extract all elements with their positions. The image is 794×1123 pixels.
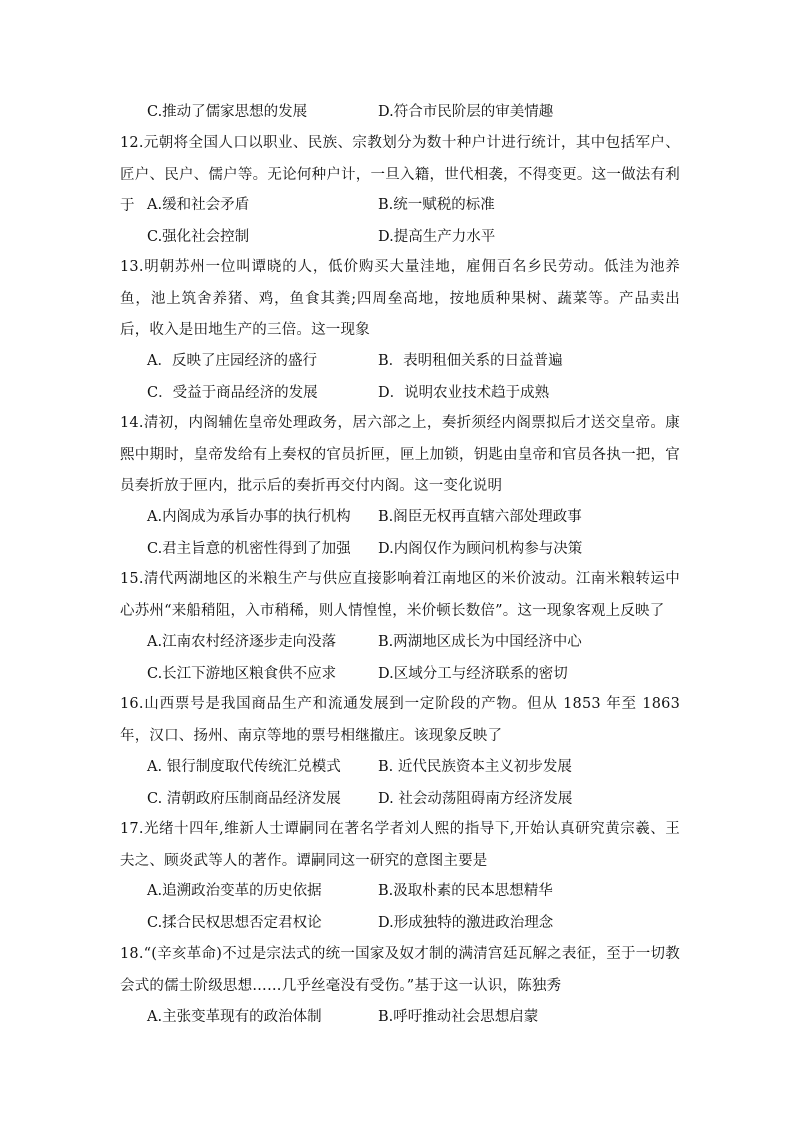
option-row: [147, 1002, 667, 1034]
option-row: [147, 190, 667, 222]
question-14-stem: 14.清初，内阁辅佐皇帝处理政务，居六部之上，奏折须经内阁票拟后才送交皇帝。康熙中期时，皇帝发给有上奏权的官员折匣，匣上加锁，钥匙由皇帝和官员各执一把，官员奏折放于匣内，批示后的奏折再交付内阁。这一变化说明: [120, 415, 680, 494]
option-row: [147, 627, 667, 659]
option-b[interactable]: B.两湖地区成长为中国经济中心: [378, 634, 582, 650]
option-row: [147, 659, 667, 691]
option-row: [147, 752, 667, 784]
option-d[interactable]: D.符合市民阶层的审美情趣: [378, 104, 554, 120]
question-15-stem: 15.清代两湖地区的米粮生产与供应直接影响着江南地区的米价波动。江南米粮转运中心苏州“来船稍阻，入市稍稀，则人情惶惶，米价顿长数倍”。这一现象客观上反映了: [120, 571, 680, 619]
option-row: [147, 502, 667, 534]
option-c[interactable]: C.揉合民权思想否定君权论: [147, 914, 322, 931]
question-16-stem: 16.山西票号是我国商品生产和流通发展到一定阶段的产物。但从 1853 年至 1863 年，汉口、扬州、南京等地的票号相继撤庄。该现象反映了: [120, 696, 680, 744]
option-a[interactable]: A．反映了庄园经济的盛行: [147, 353, 317, 369]
option-c[interactable]: C．受益于商品经济的发展: [147, 384, 318, 401]
option-row: [147, 908, 667, 940]
prev-question-options: [147, 97, 667, 129]
option-c[interactable]: C.强化社会控制: [147, 228, 250, 245]
option-b[interactable]: B.汲取朴素的民本思想精华: [378, 883, 553, 899]
option-d[interactable]: D.内阁仅作为顾问机构参与决策: [378, 540, 583, 557]
option-a[interactable]: A.追溯政治变革的历史依据: [147, 883, 322, 899]
option-a[interactable]: A. 银行制度取代传统汇兑模式: [147, 759, 341, 775]
option-d[interactable]: D．说明农业技术趋于成熟: [378, 384, 550, 401]
option-a[interactable]: A.内阁成为承旨办事的执行机构: [147, 509, 351, 525]
option-row: [147, 534, 667, 566]
option-row: [147, 876, 667, 908]
question-12-stem: 12.元朝将全国人口以职业、民族、宗教划分为数十种户计进行统计，其中包括军户、匠户、民户、儒户等。无论何种户计，一旦入籍，世代相袭，不得变更。这一做法有利于: [120, 135, 680, 214]
question-18-stem: 18.“(辛亥革命)不过是宗法式的统一国家及奴才制的满清宫廷瓦解之表征，至于一切教会式的儒士阶级思想……几乎丝毫没有受伤。”基于这一认识，陈独秀: [120, 946, 680, 994]
option-c[interactable]: C.推动了儒家思想的发展: [147, 104, 308, 120]
option-a[interactable]: A.江南农村经济逐步走向没落: [147, 634, 337, 650]
question-17-options: [147, 876, 667, 939]
option-c[interactable]: C.长江下游地区粮食供不应求: [147, 665, 337, 682]
question-16-options: [147, 752, 667, 815]
option-d[interactable]: D.区域分工与经济联系的密切: [378, 665, 568, 682]
option-row: [147, 222, 667, 254]
question-13-stem: 13.明朝苏州一位叫谭晓的人，低价购买大量洼地，雇佣百名乡民劳动。低洼为池养鱼，池上筑舍养猪、鸡，鱼食其粪;四周垒高地，按地质种果树、蔬菜等。产品卖出后，收入是田地生产的三倍。这一现象: [120, 259, 680, 338]
question-12-options: [147, 190, 667, 253]
question-13-options: [147, 346, 667, 409]
option-row: [147, 346, 667, 378]
option-c[interactable]: C.君主旨意的机密性得到了加强: [147, 540, 351, 557]
question-17-stem: 17.光绪十四年,维新人士谭嗣同在著名学者刘人熙的指导下,开始认真研究黄宗羲、王夫之、顾炎武等人的著作。谭嗣同这一研究的意图主要是: [120, 821, 680, 869]
option-d[interactable]: D.形成独特的激进政治理念: [378, 914, 554, 931]
option-d[interactable]: D. 社会动荡阻碍南方经济发展: [378, 790, 573, 807]
option-b[interactable]: B.呼吁推动社会思想启蒙: [378, 1009, 539, 1025]
option-a[interactable]: A.缓和社会矛盾: [147, 197, 250, 213]
option-row: [147, 378, 667, 410]
option-a[interactable]: A.主张变革现有的政治体制: [147, 1009, 322, 1025]
option-c[interactable]: C. 清朝政府压制商品经济发展: [147, 790, 341, 807]
question-15-options: [147, 627, 667, 690]
question-18-options: [147, 1002, 667, 1034]
option-b[interactable]: B．表明租佃关系的日益普遍: [378, 353, 563, 369]
option-d[interactable]: D.提高生产力水平: [378, 228, 496, 245]
option-b[interactable]: B.阁臣无权再直辖六部处理政事: [378, 509, 582, 525]
option-b[interactable]: B.统一赋税的标准: [378, 197, 495, 213]
option-row: [147, 97, 667, 129]
question-14-options: [147, 502, 667, 565]
option-row: [147, 784, 667, 816]
option-b[interactable]: B. 近代民族资本主义初步发展: [378, 759, 572, 775]
